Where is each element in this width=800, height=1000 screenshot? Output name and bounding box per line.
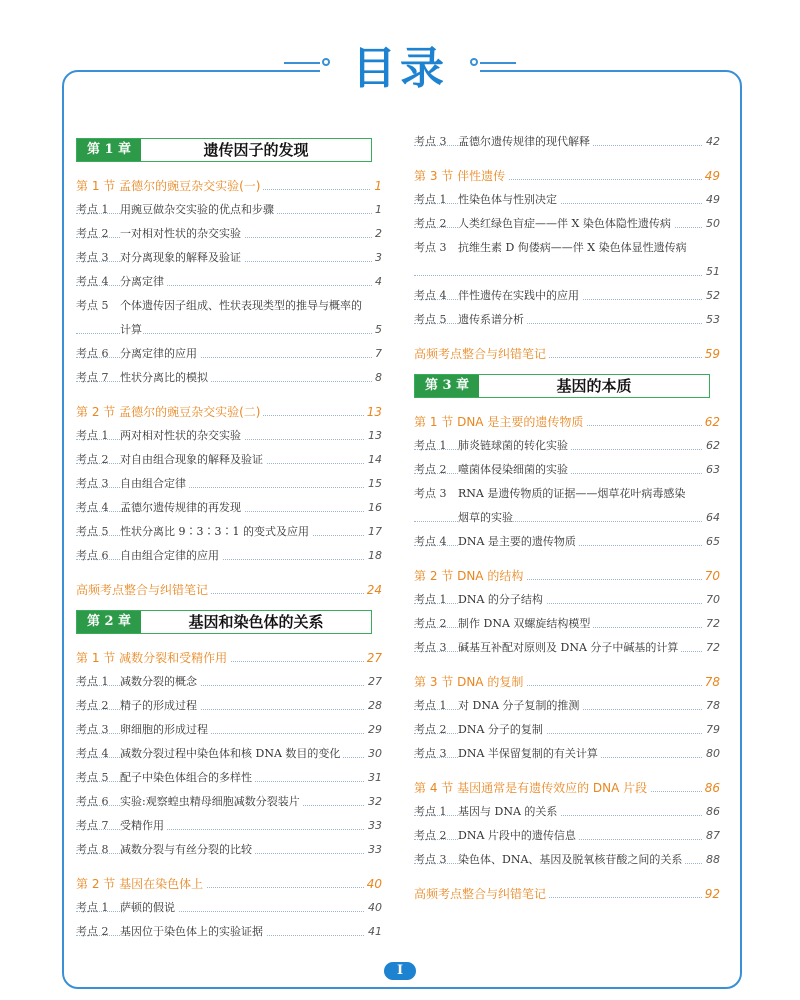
topic-key: 考点 1 xyxy=(76,429,109,442)
section-title: 第 3 节 伴性遗传 xyxy=(414,169,508,183)
topic-title-continued: 烟草的实验 xyxy=(458,506,513,530)
toc-section-entry[interactable] xyxy=(414,564,724,588)
section-title: 高频考点整合与纠错笔记 xyxy=(414,347,549,361)
entry-label xyxy=(76,496,244,520)
topic-title: 一对相对性状的杂交实验 xyxy=(120,227,244,240)
chapter-heading xyxy=(76,138,372,162)
page-number: 41 xyxy=(365,920,382,944)
topic-key: 考点 3 xyxy=(414,487,447,500)
page-number: 29 xyxy=(365,718,382,742)
topic-key: 考点 6 xyxy=(76,795,109,808)
toc-topic-entry[interactable] xyxy=(414,130,724,154)
topic-key: 考点 1 xyxy=(414,699,447,712)
entry-label xyxy=(76,742,343,766)
toc-topic-entry[interactable] xyxy=(414,800,724,824)
section-title: 高频考点整合与纠错笔记 xyxy=(414,887,549,901)
toc-topic-entry[interactable] xyxy=(76,520,386,544)
page-number: 18 xyxy=(365,544,382,568)
toc-section-entry[interactable] xyxy=(76,400,386,424)
toc-section-entry[interactable] xyxy=(414,670,724,694)
topic-key: 考点 2 xyxy=(414,723,447,736)
title-dot-left xyxy=(322,58,330,66)
page-number: 1 xyxy=(372,198,382,222)
page-number: 27 xyxy=(365,670,382,694)
toc-topic-entry[interactable] xyxy=(76,790,386,814)
toc-topic-entry[interactable] xyxy=(76,246,386,270)
toc-section-entry[interactable] xyxy=(76,646,386,670)
page-number: 42 xyxy=(703,130,720,154)
page-number: 52 xyxy=(703,284,720,308)
entry-label xyxy=(414,284,582,308)
page-number: 78 xyxy=(702,670,720,694)
page-number: 8 xyxy=(372,366,382,390)
entry-label xyxy=(414,588,546,612)
topic-title: 用豌豆做杂交实验的优点和步骤 xyxy=(120,203,277,216)
topic-title: 对 DNA 分子复制的推测 xyxy=(458,699,582,712)
page-number: 72 xyxy=(703,636,720,660)
page-title: 目录 xyxy=(352,43,448,94)
page-number: 4 xyxy=(372,270,382,294)
entry-label xyxy=(76,472,189,496)
toc-topic-entry[interactable] xyxy=(76,814,386,838)
page-number: 30 xyxy=(365,742,382,766)
page-number: 7 xyxy=(372,342,382,366)
topic-key: 考点 4 xyxy=(76,275,109,288)
entry-label xyxy=(414,458,571,482)
topic-key: 考点 3 xyxy=(76,251,109,264)
entry-label xyxy=(414,212,674,236)
topic-key: 考点 8 xyxy=(76,843,109,856)
entry-label xyxy=(76,790,303,814)
toc-topic-entry[interactable] xyxy=(76,766,386,790)
page-number: 86 xyxy=(702,776,720,800)
topic-key: 考点 3 xyxy=(414,241,447,254)
toc-topic-entry[interactable] xyxy=(76,472,386,496)
entry-label xyxy=(414,800,560,824)
toc-topic-entry[interactable] xyxy=(76,424,386,448)
topic-key: 考点 7 xyxy=(76,819,109,832)
topic-key: 考点 3 xyxy=(414,747,447,760)
title-container xyxy=(320,44,480,94)
topic-key: 考点 6 xyxy=(76,347,109,360)
toc-topic-entry[interactable] xyxy=(76,342,386,366)
topic-key: 考点 3 xyxy=(414,641,447,654)
page-number: 79 xyxy=(703,718,720,742)
topic-title: DNA 是主要的遗传物质 xyxy=(458,535,579,548)
topic-key: 考点 5 xyxy=(76,525,109,538)
section-title: 第 1 节 DNA 是主要的遗传物质 xyxy=(414,415,586,429)
topic-title: 个体遗传因子组成、性状表现类型的推导与概率的 xyxy=(120,299,365,312)
topic-key: 考点 7 xyxy=(76,371,109,384)
topic-title: 减数分裂的概念 xyxy=(120,675,200,688)
section-title: 第 4 节 基因通常是有遗传效应的 DNA 片段 xyxy=(414,781,650,795)
topic-title: 染色体、DNA、基因及脱氧核苷酸之间的关系 xyxy=(458,853,685,866)
topic-title: 实验:观察蝗虫精母细胞减数分裂装片 xyxy=(120,795,303,808)
toc-topic-entry[interactable] xyxy=(76,670,386,694)
page-number: 40 xyxy=(364,872,382,896)
topic-title: 卵细胞的形成过程 xyxy=(120,723,211,736)
topic-key: 考点 2 xyxy=(414,829,447,842)
topic-title: 遗传系谱分析 xyxy=(458,313,527,326)
toc-topic-entry[interactable] xyxy=(414,588,724,612)
entry-label xyxy=(76,814,167,838)
page-number: 51 xyxy=(703,260,720,284)
toc-topic-entry[interactable] xyxy=(76,838,386,862)
page-number: 1 xyxy=(371,174,382,198)
topic-key: 考点 5 xyxy=(414,313,447,326)
toc-topic-entry[interactable] xyxy=(76,742,386,766)
page-number: 92 xyxy=(702,882,720,906)
toc-topic-entry[interactable] xyxy=(414,530,724,554)
toc-topic-entry[interactable] xyxy=(76,920,386,944)
chapter-number: 第 2 章 xyxy=(77,611,141,633)
page-number: 49 xyxy=(702,164,720,188)
toc-section-entry[interactable] xyxy=(76,578,386,602)
topic-key: 考点 2 xyxy=(414,617,447,630)
topic-key: 考点 1 xyxy=(414,193,447,206)
topic-key: 考点 4 xyxy=(414,289,447,302)
topic-key: 考点 1 xyxy=(76,675,109,688)
toc-topic-entry[interactable] xyxy=(76,294,386,342)
page-number-badge: I xyxy=(384,962,416,980)
chapter-title: 基因的本质 xyxy=(556,377,632,395)
toc-topic-entry[interactable] xyxy=(414,308,724,332)
toc-topic-entry[interactable] xyxy=(414,848,724,872)
topic-key: 考点 3 xyxy=(76,477,109,490)
topic-title: 萨顿的假说 xyxy=(120,901,178,914)
toc-topic-entry[interactable] xyxy=(76,198,386,222)
toc-topic-entry[interactable] xyxy=(414,718,724,742)
entry-label xyxy=(76,400,263,424)
chapter-number: 第 3 章 xyxy=(415,375,479,397)
topic-title-continued: 计算 xyxy=(120,318,142,342)
toc-section-entry[interactable] xyxy=(414,164,724,188)
entry-label xyxy=(76,520,312,544)
entry-label xyxy=(76,544,222,568)
toc-topic-entry[interactable] xyxy=(76,448,386,472)
section-title: 第 2 节 DNA 的结构 xyxy=(414,569,526,583)
entry-label xyxy=(414,636,681,660)
topic-key: 考点 1 xyxy=(76,203,109,216)
page-number: 40 xyxy=(365,896,382,920)
topic-title: 分离定律 xyxy=(120,275,167,288)
toc-topic-entry[interactable] xyxy=(76,366,386,390)
entry-label xyxy=(414,236,690,260)
entry-label xyxy=(76,838,255,862)
topic-title: 对分离现象的解释及验证 xyxy=(120,251,244,264)
topic-title: 人类红绿色盲症——伴 X 染色体隐性遗传病 xyxy=(458,217,674,230)
topic-title: 性状分离比的模拟 xyxy=(120,371,211,384)
entry-label xyxy=(76,578,211,602)
toc-topic-entry[interactable] xyxy=(414,742,724,766)
toc-section-entry[interactable] xyxy=(414,342,724,366)
topic-key: 考点 4 xyxy=(76,747,109,760)
page-number: 70 xyxy=(703,588,720,612)
chapter-heading xyxy=(414,374,710,398)
topic-key: 考点 3 xyxy=(76,723,109,736)
entry-label xyxy=(414,742,601,766)
entry-label xyxy=(414,308,527,332)
page-number: 28 xyxy=(365,694,382,718)
topic-key: 考点 1 xyxy=(414,439,447,452)
topic-title: 孟德尔遗传规律的现代解释 xyxy=(458,135,593,148)
toc-column-right xyxy=(414,130,724,906)
page-number: 16 xyxy=(365,496,382,520)
page-number: 72 xyxy=(703,612,720,636)
topic-title: DNA 分子的复制 xyxy=(458,723,546,736)
chapter-heading xyxy=(76,610,372,634)
topic-key: 考点 2 xyxy=(76,699,109,712)
entry-label xyxy=(414,434,571,458)
entry-label xyxy=(414,410,586,434)
page-number: 5 xyxy=(372,318,382,342)
page-number: 2 xyxy=(372,222,382,246)
topic-key: 考点 3 xyxy=(414,135,447,148)
topic-title: 受精作用 xyxy=(120,819,167,832)
topic-title: 性状分离比 9∶3∶3∶1 的变式及应用 xyxy=(120,525,312,538)
page-number: 86 xyxy=(703,800,720,824)
topic-title: 自由组合定律的应用 xyxy=(120,549,222,562)
entry-label xyxy=(76,920,266,944)
topic-title: RNA 是遗传物质的证据——烟草花叶病毒感染 xyxy=(458,487,688,500)
topic-title: 对自由组合现象的解释及验证 xyxy=(120,453,266,466)
entry-label xyxy=(76,294,365,318)
toc-topic-entry[interactable] xyxy=(414,434,724,458)
entry-label xyxy=(414,130,593,154)
entry-label xyxy=(414,670,526,694)
page-number: 27 xyxy=(364,646,382,670)
page-number: 62 xyxy=(703,434,720,458)
toc-topic-entry[interactable] xyxy=(76,718,386,742)
topic-title: 制作 DNA 双螺旋结构模型 xyxy=(458,617,593,630)
toc-topic-entry[interactable] xyxy=(414,236,724,284)
page-number: 63 xyxy=(703,458,720,482)
toc-topic-entry[interactable] xyxy=(414,694,724,718)
entry-label xyxy=(414,188,560,212)
toc-topic-entry[interactable] xyxy=(76,896,386,920)
toc-topic-entry[interactable] xyxy=(414,458,724,482)
title-ornament-left xyxy=(284,62,320,64)
section-title: 第 3 节 DNA 的复制 xyxy=(414,675,526,689)
entry-label xyxy=(414,612,593,636)
entry-label xyxy=(76,872,206,896)
page-number: 64 xyxy=(703,506,720,530)
toc-section-entry[interactable] xyxy=(414,410,724,434)
section-title: 高频考点整合与纠错笔记 xyxy=(76,583,211,597)
topic-key: 考点 3 xyxy=(414,853,447,866)
topic-key: 考点 2 xyxy=(414,463,447,476)
title-ornament-right xyxy=(480,62,516,64)
section-title: 第 1 节 减数分裂和受精作用 xyxy=(76,651,230,665)
page-number: 24 xyxy=(364,578,382,602)
page-number: 33 xyxy=(365,814,382,838)
toc-section-entry[interactable] xyxy=(76,174,386,198)
page-number: 31 xyxy=(365,766,382,790)
entry-label xyxy=(76,670,200,694)
entry-label xyxy=(414,718,546,742)
entry-label xyxy=(414,694,582,718)
toc-section-entry[interactable] xyxy=(414,882,724,906)
page-number: 13 xyxy=(365,424,382,448)
topic-title: 伴性遗传在实践中的应用 xyxy=(458,289,582,302)
page-number: 14 xyxy=(365,448,382,472)
toc-topic-entry[interactable] xyxy=(76,544,386,568)
topic-title: 配子中染色体组合的多样性 xyxy=(120,771,255,784)
page-number: 78 xyxy=(703,694,720,718)
toc-topic-entry[interactable] xyxy=(76,694,386,718)
toc-topic-entry[interactable] xyxy=(76,222,386,246)
topic-key: 考点 5 xyxy=(76,771,109,784)
topic-title: 抗维生素 D 佝偻病——伴 X 染色体显性遗传病 xyxy=(458,241,690,254)
topic-key: 考点 6 xyxy=(76,549,109,562)
topic-key: 考点 2 xyxy=(76,925,109,938)
topic-title: DNA 半保留复制的有关计算 xyxy=(458,747,601,760)
topic-key: 考点 2 xyxy=(76,227,109,240)
topic-title: 两对相对性状的杂交实验 xyxy=(120,429,244,442)
toc-column-left xyxy=(76,130,386,944)
chapter-title: 基因和染色体的关系 xyxy=(188,613,324,631)
entry-label xyxy=(414,342,549,366)
section-title: 第 1 节 孟德尔的豌豆杂交实验(一) xyxy=(76,179,263,193)
entry-label xyxy=(414,824,579,848)
topic-title: 碱基互补配对原则及 DNA 分子中碱基的计算 xyxy=(458,641,681,654)
entry-label xyxy=(76,342,200,366)
entry-label xyxy=(76,198,277,222)
page-number: 17 xyxy=(365,520,382,544)
toc-topic-entry[interactable] xyxy=(414,212,724,236)
toc-topic-entry[interactable] xyxy=(414,612,724,636)
topic-key: 考点 1 xyxy=(414,805,447,818)
topic-key: 考点 2 xyxy=(76,453,109,466)
page-number: 50 xyxy=(703,212,720,236)
entry-label xyxy=(414,882,549,906)
entry-label xyxy=(76,646,230,670)
entry-label xyxy=(76,366,211,390)
entry-label xyxy=(76,448,266,472)
toc-section-entry[interactable] xyxy=(76,872,386,896)
page-number: 62 xyxy=(702,410,720,434)
topic-title: 孟德尔遗传规律的再发现 xyxy=(120,501,244,514)
entry-label xyxy=(76,896,178,920)
page-number: 32 xyxy=(365,790,382,814)
chapter-title: 遗传因子的发现 xyxy=(203,141,309,159)
chapter-number: 第 1 章 xyxy=(77,139,141,161)
page-number: 33 xyxy=(365,838,382,862)
entry-label xyxy=(76,246,244,270)
page-number: 80 xyxy=(703,742,720,766)
toc-topic-entry[interactable] xyxy=(414,824,724,848)
entry-label xyxy=(414,776,650,800)
page-number: 3 xyxy=(372,246,382,270)
entry-label xyxy=(414,848,685,872)
topic-title: 减数分裂过程中染色体和核 DNA 数目的变化 xyxy=(120,747,343,760)
entry-label xyxy=(76,222,244,246)
topic-title: DNA 片段中的遗传信息 xyxy=(458,829,579,842)
toc-topic-entry[interactable] xyxy=(76,496,386,520)
topic-title: 肺炎链球菌的转化实验 xyxy=(458,439,571,452)
page-number: 65 xyxy=(703,530,720,554)
toc-section-entry[interactable] xyxy=(414,776,724,800)
title-dot-right xyxy=(470,58,478,66)
toc-topic-entry[interactable] xyxy=(414,482,724,530)
topic-title: 减数分裂与有丝分裂的比较 xyxy=(120,843,255,856)
topic-title: 噬菌体侵染细菌的实验 xyxy=(458,463,571,476)
page-number: 87 xyxy=(703,824,720,848)
page-number: 70 xyxy=(702,564,720,588)
topic-title: DNA 的分子结构 xyxy=(458,593,546,606)
section-title: 第 2 节 基因在染色体上 xyxy=(76,877,206,891)
topic-key: 考点 5 xyxy=(76,299,109,312)
leader-dots xyxy=(414,275,720,276)
entry-label xyxy=(76,174,263,198)
page-number: 49 xyxy=(703,188,720,212)
page-number: 15 xyxy=(365,472,382,496)
entry-label xyxy=(414,530,579,554)
topic-title: 基因与 DNA 的关系 xyxy=(458,805,560,818)
toc-topic-entry[interactable] xyxy=(76,270,386,294)
toc-topic-entry[interactable] xyxy=(414,188,724,212)
topic-title: 精子的形成过程 xyxy=(120,699,200,712)
entry-label xyxy=(76,766,255,790)
page-number: 13 xyxy=(364,400,382,424)
topic-key: 考点 2 xyxy=(414,217,447,230)
entry-label xyxy=(414,164,508,188)
topic-key: 考点 4 xyxy=(76,501,109,514)
topic-title: 分离定律的应用 xyxy=(120,347,200,360)
page-number: 59 xyxy=(702,342,720,366)
topic-key: 考点 1 xyxy=(76,901,109,914)
entry-label xyxy=(76,718,211,742)
toc-topic-entry[interactable] xyxy=(414,636,724,660)
topic-title: 自由组合定律 xyxy=(120,477,189,490)
toc-topic-entry[interactable] xyxy=(414,284,724,308)
entry-label xyxy=(76,270,167,294)
entry-label xyxy=(76,424,244,448)
entry-label xyxy=(76,694,200,718)
topic-key: 考点 1 xyxy=(414,593,447,606)
topic-title: 基因位于染色体上的实验证据 xyxy=(120,925,266,938)
topic-key: 考点 4 xyxy=(414,535,447,548)
entry-label xyxy=(414,482,688,506)
topic-title: 性染色体与性别决定 xyxy=(458,193,560,206)
section-title: 第 2 节 孟德尔的豌豆杂交实验(二) xyxy=(76,405,263,419)
entry-label xyxy=(414,564,526,588)
page-number: 88 xyxy=(703,848,720,872)
page-number: 53 xyxy=(703,308,720,332)
